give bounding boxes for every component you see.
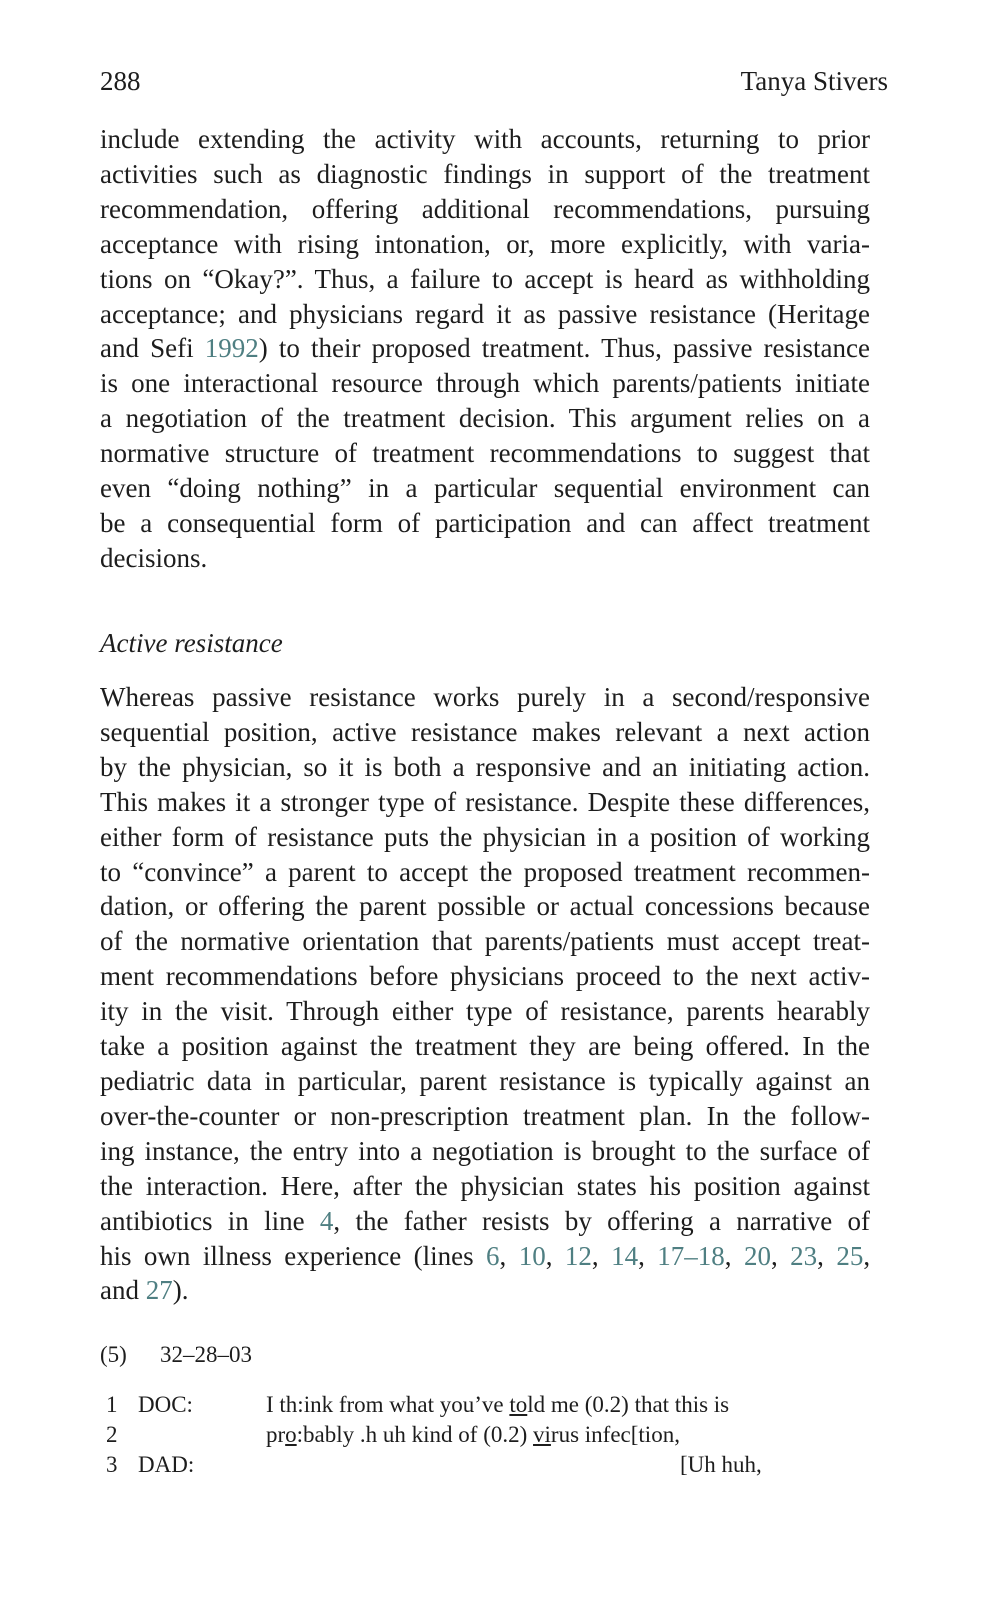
line-reference-link[interactable]: 27: [145, 1275, 173, 1306]
line-reference-link[interactable]: 17–18: [657, 1240, 725, 1271]
text-line: pediatric data in particular, parent resistance is typically against an: [100, 1065, 870, 1096]
text-line: a negotiation of the treatment decision. This argument relies on a: [100, 403, 870, 434]
text-line: ing instance, the entry into a negotiation is brought to the surface of: [100, 1135, 870, 1166]
line-reference-link[interactable]: 14: [611, 1240, 639, 1271]
running-head-author: Tanya Stivers: [740, 66, 888, 96]
text-line: dation, or offering the parent possible or actual concessions because: [100, 891, 870, 922]
example-number: (5): [100, 1342, 127, 1367]
text-line: is one interactional resource through which parents/patients initiate: [100, 368, 870, 399]
text-line: his own illness experience (lines 6, 10, 12, 14, 17–18, 20, 23, 25,: [100, 1240, 871, 1271]
text-line: include extending the activity with accounts, returning to prior: [100, 124, 870, 154]
line-reference-link[interactable]: 20: [743, 1240, 771, 1271]
text-line: ity in the visit. Through either type of resistance, parents hearably: [100, 996, 870, 1027]
paragraph-active-resistance: [100, 680, 870, 1308]
section-heading: Active resistance: [100, 628, 283, 658]
text-line: recommendation, offering additional recommendations, pursuing: [100, 193, 870, 224]
text-line: of the normative orientation that parents/patients must accept treat-: [100, 926, 870, 957]
text-line: the interaction. Here, after the physician states his position against: [100, 1170, 870, 1201]
page-number: 288: [100, 66, 141, 96]
text-line: normative structure of treatment recommendations to suggest that: [100, 438, 870, 469]
transcript-utterance: I th:ink from what you’ve told me (0.2) that this is: [266, 1392, 730, 1417]
text-line: to “convince” a parent to accept the proposed treatment recommen-: [100, 856, 870, 887]
transcript-row: [100, 1450, 870, 1480]
text-line: antibiotics in line 4, the father resists by offering a narrative of: [100, 1205, 870, 1236]
text-line: decisions.: [100, 542, 208, 573]
text-line: even “doing nothing” in a particular sequential environment can: [100, 473, 870, 504]
example-label: [100, 1340, 252, 1370]
line-reference-link[interactable]: 10: [518, 1240, 546, 1271]
text-line: This makes it a stronger type of resistance. Despite these differences,: [100, 786, 870, 817]
running-header: [100, 64, 888, 98]
transcript-speaker: DOC:: [138, 1392, 193, 1417]
line-reference-link[interactable]: 12: [564, 1240, 592, 1271]
text-line: by the physician, so it is both a responsive and an initiating action.: [100, 751, 870, 782]
text-line: acceptance; and physicians regard it as passive resistance (Heritage: [100, 298, 870, 329]
text-line: over-the-counter or non-prescription treatment plan. In the follow-: [100, 1100, 870, 1131]
text-line: ment recommendations before physicians proceed to the next activ-: [100, 961, 870, 992]
text-line: be a consequential form of participation and can affect treatment: [100, 507, 870, 538]
line-reference-link[interactable]: 25: [836, 1240, 864, 1271]
text-line: take a position against the treatment they are being offered. In the: [100, 1031, 870, 1062]
example-code: 32–28–03: [160, 1342, 252, 1367]
text-line: Whereas passive resistance works purely in a second/responsive: [100, 682, 870, 712]
transcript: [100, 1390, 870, 1480]
transcript-row: [100, 1420, 870, 1450]
paragraph-passive-resistance: [100, 122, 870, 576]
text-line: and Sefi 1992) to their proposed treatment. Thus, passive resistance: [100, 333, 871, 364]
transcript-line-number: 1: [106, 1392, 118, 1417]
transcript-line-number: 2: [106, 1422, 118, 1447]
transcript-speaker: DAD:: [138, 1452, 195, 1477]
text-line: either form of resistance puts the physician in a position of working: [100, 821, 870, 852]
transcript-row: [100, 1390, 870, 1420]
transcript-utterance: [Uh huh,: [680, 1452, 762, 1477]
line-reference-link[interactable]: 6: [486, 1240, 500, 1271]
line-reference-link[interactable]: 4: [319, 1205, 334, 1236]
text-line: activities such as diagnostic findings in support of the treatment: [100, 158, 870, 189]
text-line: tions on “Okay?”. Thus, a failure to accept is heard as withholding: [100, 263, 870, 294]
transcript-line-number: 3: [106, 1452, 118, 1477]
text-line: and 27).: [100, 1275, 189, 1306]
line-reference-link[interactable]: 23: [790, 1240, 818, 1271]
transcript-utterance: pro:bably .h uh kind of (0.2) virus infec[tion,: [266, 1422, 680, 1447]
citation-link[interactable]: 1992: [204, 333, 259, 364]
text-line: sequential position, active resistance makes relevant a next action: [100, 716, 870, 747]
text-line: acceptance with rising intonation, or, more explicitly, with varia-: [100, 228, 870, 259]
